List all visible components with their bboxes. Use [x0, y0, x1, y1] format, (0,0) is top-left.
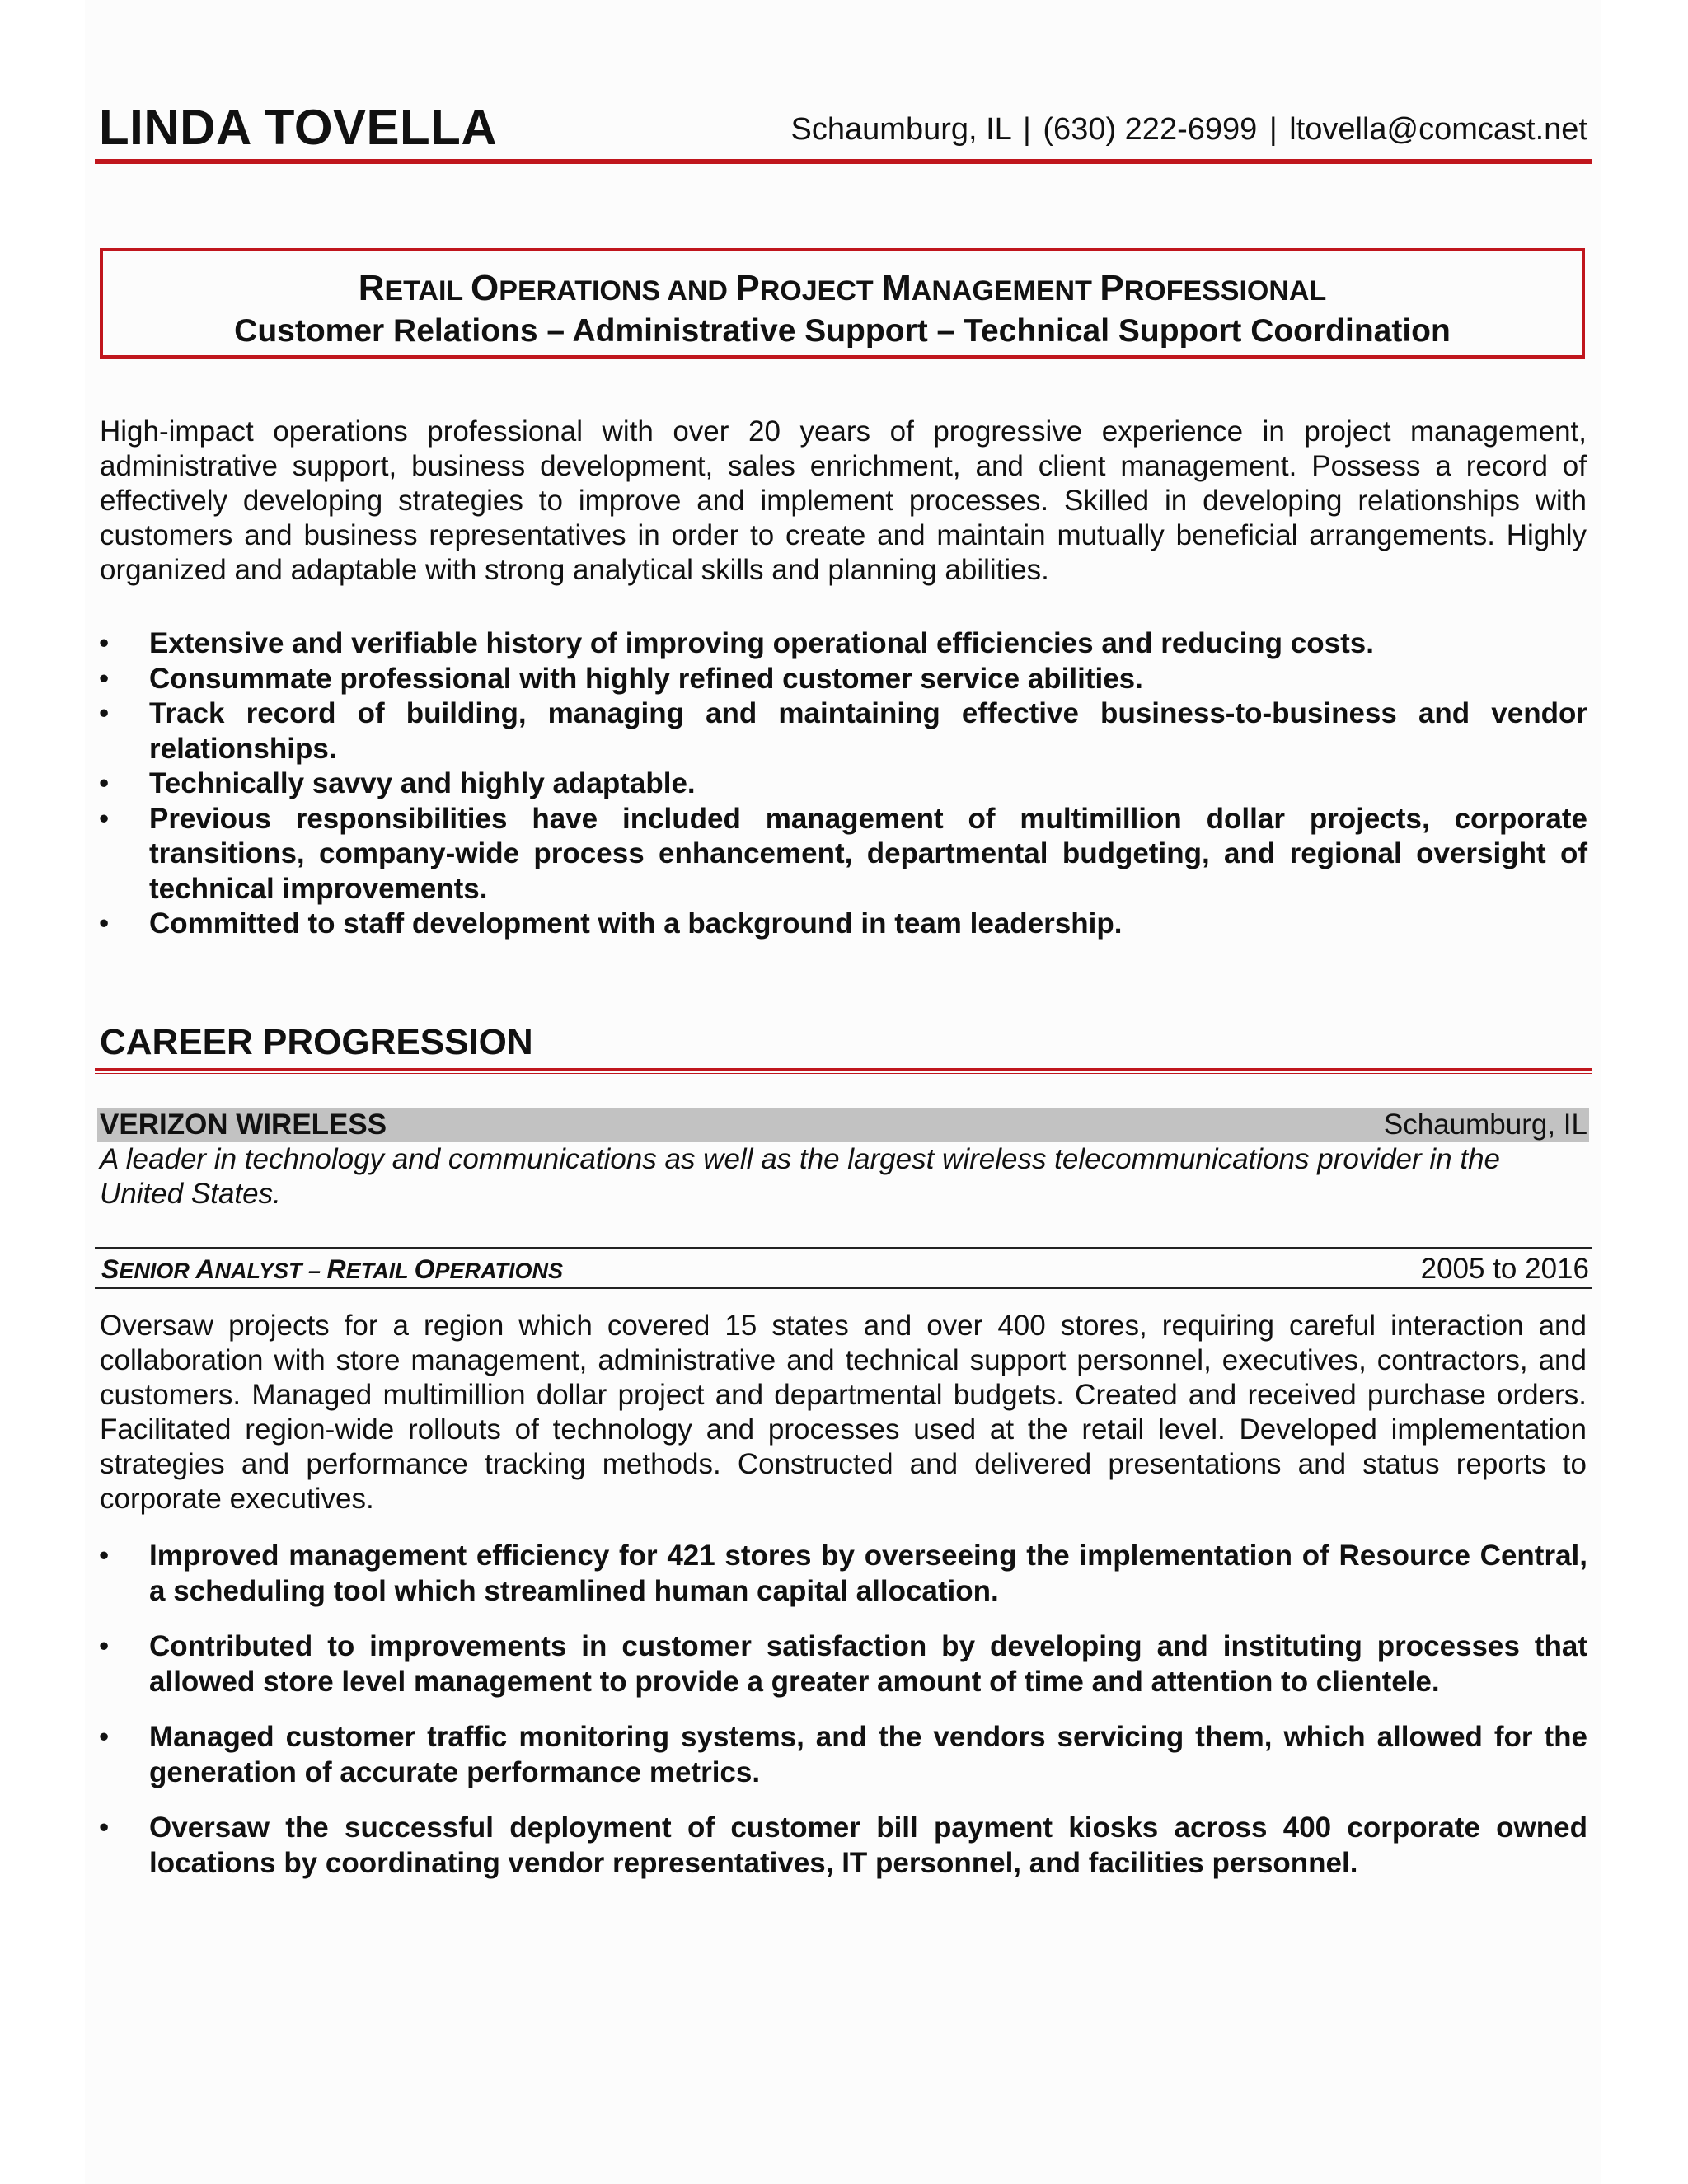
job-title-small: NALYST –: [214, 1258, 327, 1283]
summary-bullet-list: [97, 626, 1587, 942]
contact-email: ltovella@comcast.net: [1289, 112, 1587, 147]
headline-cap: M: [881, 268, 912, 308]
headline-small: ETAIL: [384, 275, 471, 307]
achievement-item: • Contributed to improvements in customer satisfaction by developing and instituting processes that allowed store level management to provide a greater amount of time and attention to clientele.: [97, 1629, 1587, 1699]
contact-separator: |: [1022, 112, 1031, 147]
headline-small: ANAGEMENT: [911, 275, 1100, 307]
resume-header: [97, 97, 1591, 158]
job-title: [101, 1251, 563, 1289]
summary-paragraph: High-impact operations professional with over 20 years of progressive experience in project management, administrative support, business development, sales enrichment, and client management. Possess a record of effectively developing strategies to improve and implement processes. Skilled in developing relationships with customers and business representatives in order to create and maintain mutually beneficial arrangements. Highly organized and adaptable with strong analytical skills and planning abilities.: [100, 415, 1587, 586]
headline-subtitle: Customer Relations – Administrative Support – Technical Support Coordination: [234, 313, 1451, 349]
headline-small: ROFESSIONAL: [1123, 275, 1327, 307]
headline-cap: R: [358, 268, 385, 308]
headline-small: PERATIONS AND: [499, 275, 736, 307]
header-divider: [95, 159, 1592, 164]
job-dates: 2005 to 2016: [1420, 1253, 1589, 1285]
job-description: Oversaw projects for a region which covered 15 states and over 400 stores, requiring careful interaction and collaboration with store management, administrative and technical support personnel, executives, contractors, and customers. Managed multimillion dollar project and departmental budgets. Created and received purchase orders. Facilitated region-wide rollouts of technology and processes used at the retail level. Developed implementation strategies and performance tracking methods. Constructed and delivered presentations and status reports to corporate executives.: [100, 1310, 1587, 1515]
company-header: [97, 1108, 1589, 1142]
job-title-small: ENIOR: [119, 1258, 196, 1283]
headline-cap: P: [1100, 268, 1124, 308]
headline-box: [100, 248, 1585, 359]
candidate-name: LINDA TOVELLA: [99, 100, 498, 155]
summary-bullet: • Track record of building, managing and maintaining effective business-to-business and vendor relationships.: [97, 696, 1587, 766]
summary-bullet: • Committed to staff development with a background in team leadership.: [97, 907, 1587, 942]
headline-title: [103, 268, 1582, 312]
job-title-small: ETAIL: [345, 1258, 415, 1283]
company-description: A leader in technology and communications as well as the largest wireless telecommunications provider in the United States.: [100, 1143, 1501, 1210]
section-divider-thin: [95, 1073, 1592, 1074]
achievement-item: • Oversaw the successful deployment of customer bill payment kiosks across 400 corporate owned locations by coordinating vendor representatives, IT personnel, and facilities personnel.: [97, 1811, 1587, 1881]
headline-cap: P: [735, 268, 760, 308]
company-name: VERIZON WIRELESS: [100, 1108, 387, 1141]
section-heading-career: CAREER PROGRESSION: [100, 1022, 533, 1062]
contact-location: Schaumburg, IL: [790, 112, 1011, 147]
job-title-cap: R: [326, 1254, 346, 1284]
achievement-item: • Improved management efficiency for 421 stores by overseeing the implementation of Resource Central, a scheduling tool which streamlined human capital allocation.: [97, 1539, 1587, 1609]
achievement-list: [97, 1539, 1587, 1901]
summary-bullet: • Extensive and verifiable history of improving operational efficiencies and reducing costs.: [97, 626, 1587, 662]
contact-info: [791, 109, 1587, 150]
job-divider-top: [95, 1247, 1592, 1249]
job-divider-bottom: [95, 1287, 1592, 1289]
summary-bullet: • Previous responsibilities have included management of multimillion dollar projects, corporate transitions, company-wide process enhancement, departmental budgeting, and regional oversight of technical improvements.: [97, 802, 1587, 907]
headline-cap: O: [471, 268, 499, 308]
company-location: Schaumburg, IL: [1383, 1108, 1587, 1141]
contact-phone: (630) 222-6999: [1043, 112, 1258, 147]
job-title-cap: A: [195, 1254, 215, 1284]
headline-small: ROJECT: [759, 275, 882, 307]
contact-separator: |: [1268, 112, 1278, 147]
job-title-cap: S: [101, 1254, 120, 1284]
summary-bullet: • Consummate professional with highly refined customer service abilities.: [97, 662, 1587, 697]
job-title-small: PERATIONS: [434, 1258, 564, 1283]
summary-bullet: • Technically savvy and highly adaptable.: [97, 766, 1587, 802]
section-divider: [95, 1068, 1592, 1071]
achievement-item: • Managed customer traffic monitoring systems, and the vendors servicing them, which allowed for the generation of accurate performance metrics.: [97, 1720, 1587, 1790]
job-title-cap: O: [414, 1254, 435, 1284]
